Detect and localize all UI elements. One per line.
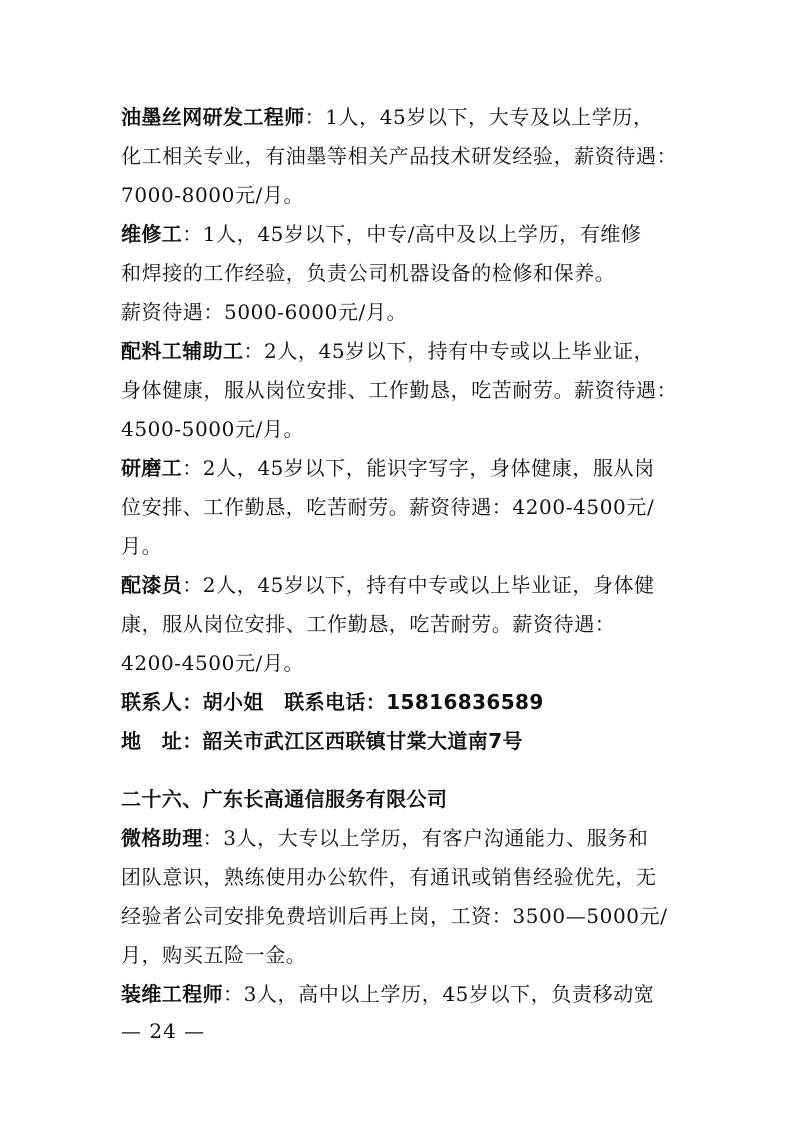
job-entry-ink-engineer [121,98,681,137]
job-entry-paint-mixer [121,566,681,605]
job-text-line: 月，购买五险一金。 [121,943,307,967]
job-entry-assistant [121,819,681,858]
job-text: ：1人，45岁以下，中专/高中及以上学历，有维修 [182,222,642,246]
job-text: ：2人，45岁以下，持有中专或以上毕业证，身体健 [182,573,655,597]
job-text-line: 月。 [121,534,163,558]
job-text-line: 身体健康，服从岗位安排、工作勤恳，吃苦耐劳。薪资待遇： [121,378,678,402]
job-text-line: 位安排、工作勤恳，吃苦耐劳。薪资待遇：4200-4500元/ [121,495,655,519]
job-text-line: 薪资待遇：5000-6000元/月。 [121,300,408,324]
job-title: 微格助理 [121,826,203,850]
job-text-line: 化工相关专业，有油墨等相关产品技术研发经验，薪资待遇： [121,144,678,168]
job-text-line: 团队意识，熟练使用办公软件，有通讯或销售经验优先，无 [121,865,657,889]
job-text-line: 4500-5000元/月。 [121,417,305,441]
contact-line: 联系人：胡小姐 联系电话：15816836589 [121,690,544,714]
job-text: ：2人，45岁以下，持有中专或以上毕业证， [243,339,655,363]
section-b [121,780,681,1014]
job-text-line: 7000-8000元/月。 [121,183,305,207]
address-line: 地 址：韶关市武江区西联镇甘棠大道南7号 [121,729,523,753]
job-title: 装维工程师 [121,982,223,1006]
job-text: ：3人，高中以上学历，45岁以下，负责移动宽 [223,982,655,1006]
job-title: 配料工辅助工 [121,339,244,363]
job-title: 研磨工 [121,456,183,480]
job-entry-maintenance [121,215,681,254]
job-title: 油墨丝网研发工程师 [121,105,305,129]
job-entry-mixing-assistant [121,332,681,371]
page-number: — 24 — [121,1019,206,1043]
job-entry-install-engineer [121,975,681,1014]
job-text: ：3人，大专以上学历，有客户沟通能力、服务和 [202,826,649,850]
job-text-line: 经验者公司安排免费培训后再上岗，工资：3500—5000元/ [121,904,668,928]
job-text-line: 4200-4500元/月。 [121,651,305,675]
job-text-line: 康，服从岗位安排、工作勤恳，吃苦耐劳。薪资待遇： [121,612,616,636]
job-text: ：2人，45岁以下，能识字写字，身体健康，服从岗 [182,456,655,480]
company-heading: 二十六、广东长高通信服务有限公司 [121,787,448,811]
section-a [121,98,681,761]
job-title: 维修工 [121,222,183,246]
job-entry-grinder [121,449,681,488]
job-title: 配漆员 [121,573,183,597]
job-text: ：1人，45岁以下，大专及以上学历， [304,105,654,129]
job-text-line: 和焊接的工作经验，负责公司机器设备的检修和保养。 [121,261,616,285]
